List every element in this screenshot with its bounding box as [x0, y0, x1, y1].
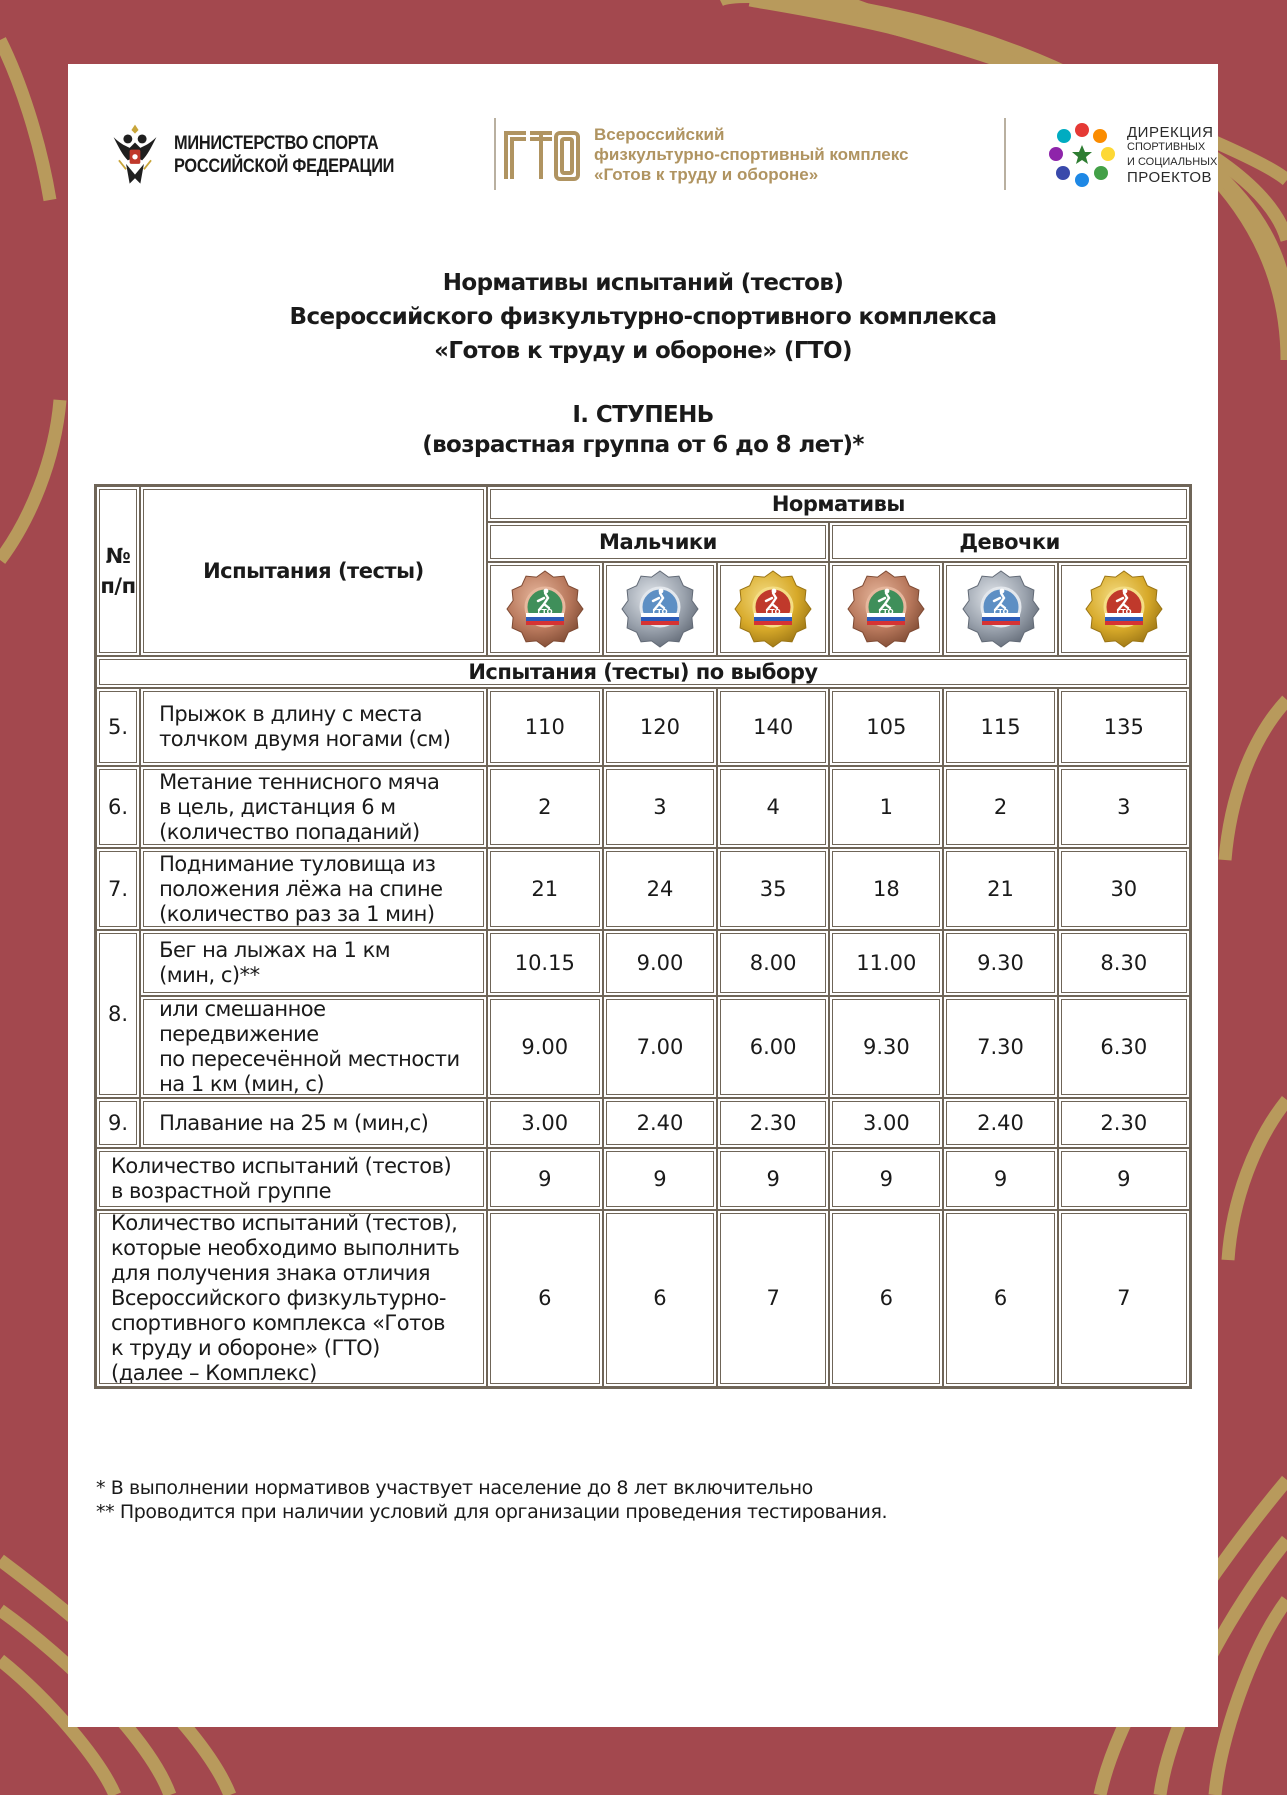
norm-value: 9.00 [604, 931, 716, 995]
footnote-1: * В выполнении нормативов участвует население до 8 лет включительно [96, 1477, 813, 1499]
norm-value: 6.30 [1059, 997, 1189, 1097]
col-header-norms: Нормативы [488, 487, 1189, 521]
row-number: 6. [97, 767, 139, 847]
text-line: Количество испытаний (тестов) [111, 1154, 452, 1178]
text-line: в цель, дистанция 6 м [159, 794, 396, 819]
text-line: (мин, с)** [159, 963, 260, 987]
text-line: Плавание на 25 м (мин,с) [159, 1110, 429, 1135]
norm-value: 35 [718, 849, 828, 929]
col-header-num: № п/п [97, 487, 139, 655]
ministry-line2: РОССИЙСКОЙ ФЕДЕРАЦИИ [173, 156, 395, 177]
summary-value: 7 [718, 1211, 828, 1386]
norm-value: 2.30 [718, 1099, 828, 1147]
norm-value: 10.15 [488, 931, 602, 995]
summary-value: 9 [488, 1149, 602, 1209]
text-line: положения лёжа на спине [159, 876, 443, 901]
title-line3: «Готов к труду и обороне» (ГТО) [434, 338, 852, 364]
text-line: спортивного комплекса «Готов [111, 1311, 446, 1335]
section-header: Испытания (тесты) по выбору [97, 657, 1189, 687]
norm-value: 105 [830, 689, 942, 765]
norm-value: 8.00 [718, 931, 828, 995]
summary-value: 6 [830, 1211, 942, 1386]
text-line: Прыжок в длину с места [159, 702, 422, 726]
bronze-badge-cell [830, 563, 942, 655]
gto-line2: физкультурно-спортивный комплекс [594, 145, 909, 164]
text-line: для получения знака отличия [111, 1261, 431, 1285]
bronze-badge-icon [846, 569, 926, 649]
ministry-logo [110, 110, 430, 200]
bronze-badge-cell [488, 563, 602, 655]
summary-value: 6 [488, 1211, 602, 1386]
norm-value: 4 [718, 767, 828, 847]
badge-label: ГТО [1116, 608, 1132, 616]
badge-label: ГТО [537, 608, 553, 616]
text-line: Поднимание туловища из [159, 851, 436, 876]
norm-value: 21 [488, 849, 602, 929]
norm-value: 3 [1059, 767, 1189, 847]
stage-title [68, 400, 1218, 460]
test-name [141, 997, 486, 1097]
norm-value: 3.00 [488, 1099, 602, 1147]
norms-table [94, 484, 1192, 1389]
badge-label: ГТО [765, 608, 781, 616]
norm-value: 24 [604, 849, 716, 929]
norm-value: 2 [944, 767, 1056, 847]
text-line: Метание теннисного мяча [159, 769, 440, 794]
text-line: которые необходимо выполнить [111, 1236, 460, 1260]
header-logos [110, 110, 1218, 200]
norm-value: 7.30 [944, 997, 1056, 1097]
table-row [97, 1099, 1189, 1147]
gold-badge-icon [733, 569, 813, 649]
norm-value: 2.30 [1059, 1099, 1189, 1147]
col-header-boys: Мальчики [488, 523, 829, 561]
badge-label: ГТО [992, 608, 1009, 616]
norm-value: 7.00 [604, 997, 716, 1097]
document-title [68, 266, 1218, 368]
text-line: толчком двумя ногами (см) [159, 727, 451, 751]
row-number: 9. [97, 1099, 139, 1147]
gto-logo-icon [502, 127, 582, 183]
gto-logo [502, 110, 962, 200]
gold-badge-icon [1084, 569, 1164, 649]
text-line: (далее – Комплекс) [111, 1361, 317, 1385]
test-name [141, 1099, 486, 1147]
table-row [97, 997, 1189, 1097]
norm-value: 1 [830, 767, 942, 847]
footnote-2: ** Проводится при наличии условий для организации проведения тестирования. [96, 1501, 888, 1523]
norm-value: 21 [944, 849, 1056, 929]
summary-value: 9 [944, 1149, 1056, 1209]
ministry-line1: МИНИСТЕРСТВО СПОРТА [173, 133, 379, 154]
test-name [141, 689, 486, 765]
norm-value: 3.00 [830, 1099, 942, 1147]
bronze-badge-icon [505, 569, 585, 649]
summary-row [97, 1211, 1189, 1386]
eagle-emblem-icon [110, 117, 160, 193]
text-line: по пересечённой местности [159, 1047, 460, 1071]
row-number: 5. [97, 689, 139, 765]
test-name [141, 931, 486, 995]
norm-value: 120 [604, 689, 716, 765]
norm-value: 9.30 [944, 931, 1056, 995]
norm-value: 9.30 [830, 997, 942, 1097]
col-header-girls: Девочки [830, 523, 1189, 561]
stage-line2: (возрастная группа от 6 до 8 лет)* [422, 432, 864, 458]
test-name [141, 849, 486, 929]
text-line: Всероссийского физкультурно- [111, 1286, 446, 1310]
text-line: к труду и обороне» (ГТО) [111, 1336, 380, 1360]
norm-value: 3 [604, 767, 716, 847]
title-line2: Всероссийского физкультурно-спортивного комплекса [289, 304, 997, 330]
norm-value: 115 [944, 689, 1056, 765]
summary-value: 9 [604, 1149, 716, 1209]
summary-label [97, 1149, 486, 1209]
row-number: 8. [97, 931, 139, 1097]
norm-value: 140 [718, 689, 828, 765]
text-line: Количество испытаний (тестов), [111, 1211, 458, 1235]
table-row [97, 767, 1189, 847]
silver-badge-icon [961, 569, 1041, 649]
norm-value: 30 [1059, 849, 1189, 929]
summary-label [97, 1211, 486, 1386]
table-row [97, 689, 1189, 765]
footnotes [96, 1476, 1196, 1524]
directorate-line3: И СОЦИАЛЬНЫХ [1127, 156, 1218, 168]
text-line: (количество раз за 1 мин) [159, 901, 435, 926]
summary-value: 9 [718, 1149, 828, 1209]
norm-value: 11.00 [830, 931, 942, 995]
norm-value: 6.00 [718, 997, 828, 1097]
silver-badge-icon [620, 569, 700, 649]
badge-label: ГТО [878, 608, 894, 616]
text-line: (количество попаданий) [159, 819, 420, 844]
header-separator [1004, 118, 1006, 190]
row-number: 7. [97, 849, 139, 929]
summary-value: 6 [944, 1211, 1056, 1386]
summary-row [97, 1149, 1189, 1209]
star-logo-icon [1045, 118, 1119, 192]
norm-value: 9.00 [488, 997, 602, 1097]
directorate-line1: ДИРЕКЦИЯ [1127, 124, 1214, 141]
summary-value: 7 [1059, 1211, 1189, 1386]
text-line: Бег на лыжах на 1 км [159, 938, 391, 962]
gto-line3: «Готов к труду и обороне» [594, 165, 819, 184]
directorate-line4: ПРОЕКТОВ [1127, 169, 1213, 186]
text-line: на 1 км (мин, с) [159, 1072, 325, 1096]
gold-badge-cell [1059, 563, 1189, 655]
test-name [141, 767, 486, 847]
summary-value: 9 [1059, 1149, 1189, 1209]
title-line1: Нормативы испытаний (тестов) [442, 270, 844, 296]
norm-value: 2.40 [604, 1099, 716, 1147]
col-header-tests: Испытания (тесты) [141, 487, 486, 655]
table-row [97, 849, 1189, 929]
stage-line1: I. СТУПЕНЬ [572, 402, 714, 428]
norm-value: 135 [1059, 689, 1189, 765]
norm-value: 8.30 [1059, 931, 1189, 995]
silver-badge-cell [944, 563, 1056, 655]
summary-value: 9 [830, 1149, 942, 1209]
directorate-line2: СПОРТИВНЫХ [1127, 141, 1206, 153]
gto-line1: Всероссийский [594, 125, 725, 144]
header-separator [494, 118, 496, 190]
silver-badge-cell [604, 563, 716, 655]
text-line: в возрастной группе [111, 1179, 331, 1203]
norm-value: 2 [488, 767, 602, 847]
norm-value: 110 [488, 689, 602, 765]
document-sheet [68, 64, 1218, 1727]
text-line: или смешанное передвижение [159, 997, 326, 1046]
badge-label: ГТО [652, 608, 668, 616]
norm-value: 2.40 [944, 1099, 1056, 1147]
summary-value: 6 [604, 1211, 716, 1386]
table-row [97, 931, 1189, 995]
norm-value: 18 [830, 849, 942, 929]
gold-badge-cell [718, 563, 828, 655]
directorate-logo [1045, 110, 1225, 200]
